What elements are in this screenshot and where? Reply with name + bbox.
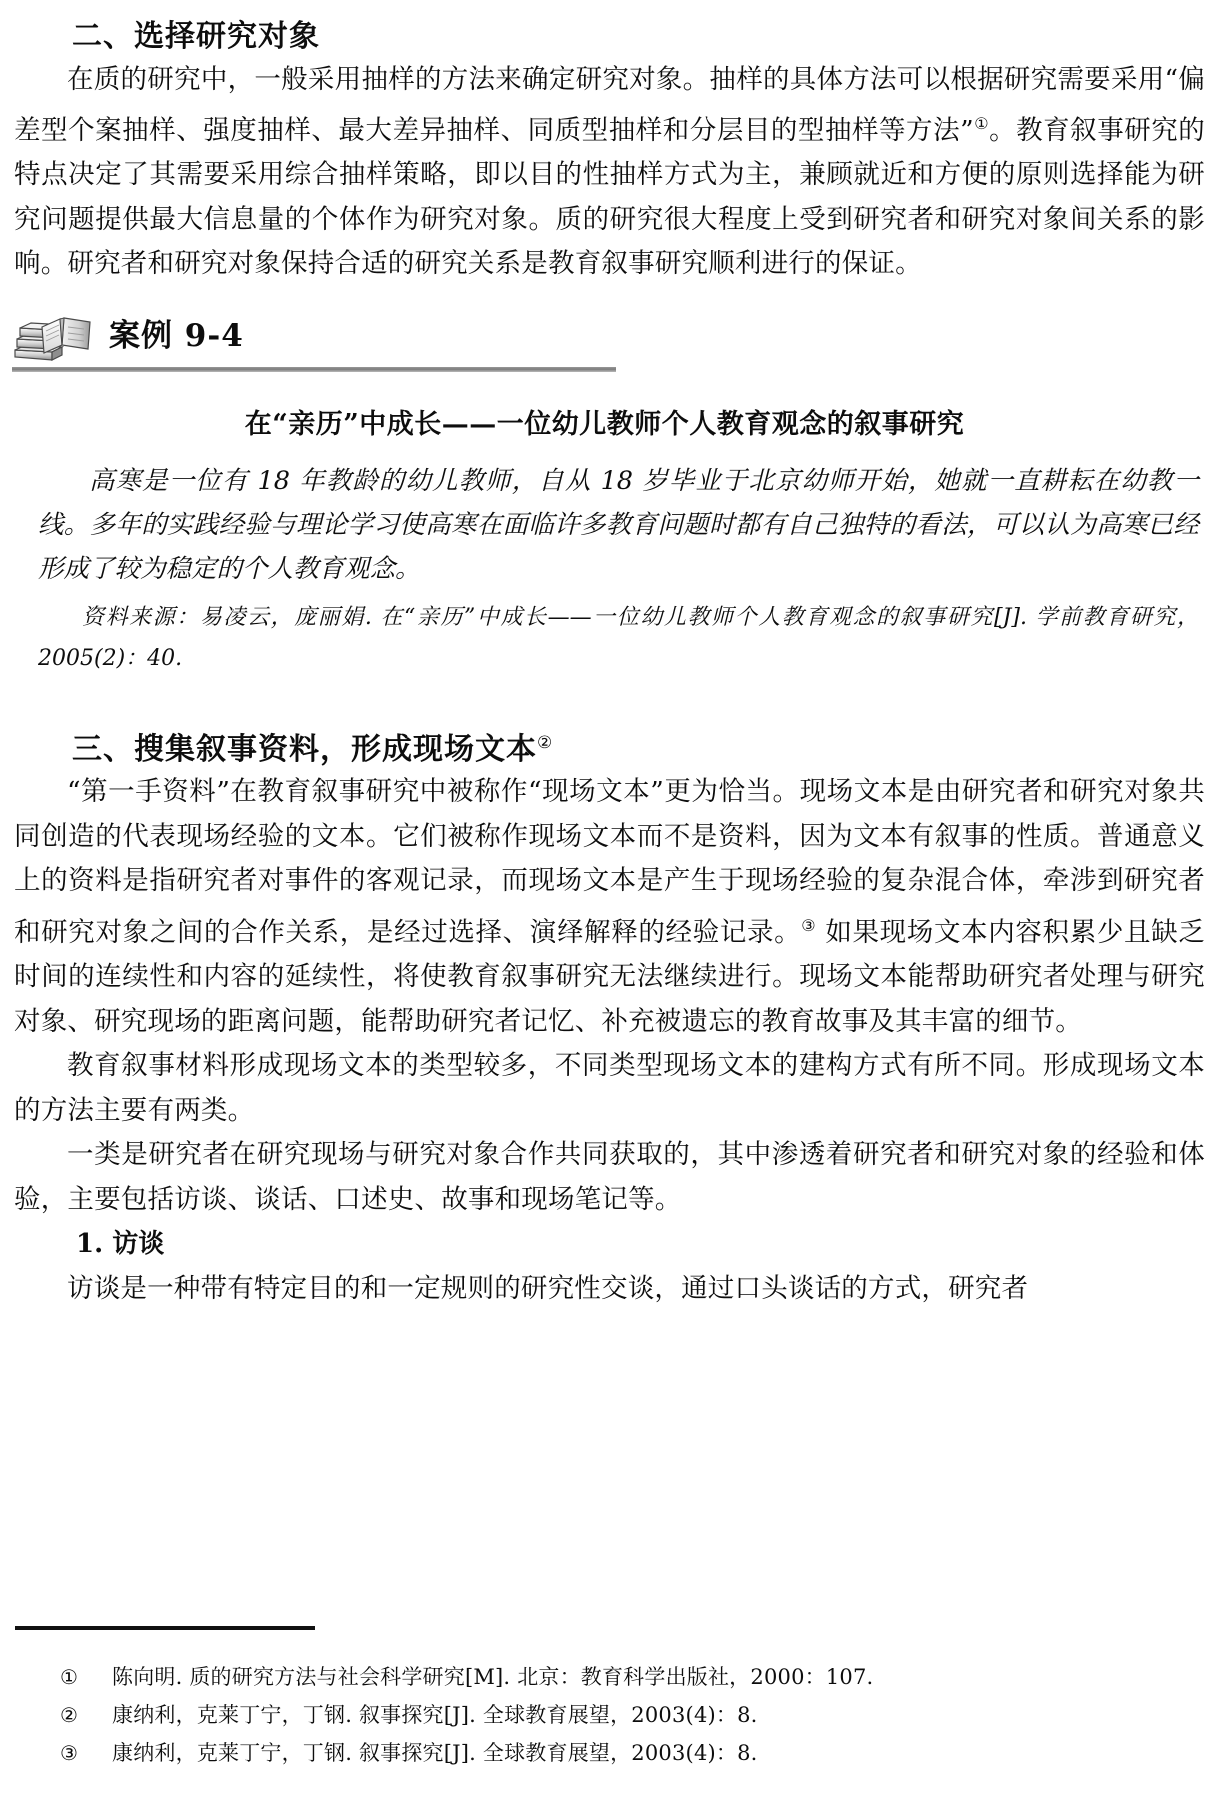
sub-heading-interview: 1. 访谈	[76, 1229, 165, 1260]
section-three-paragraph-3: 一类是研究者在研究现场与研究对象合作共同获取的，其中渗透着研究者和研究对象的经验和体验，主要包括访谈、谈话、口述史、故事和现场笔记等。	[14, 1139, 1205, 1215]
section-two-paragraph-part-2: 。教育叙事研究的特点决定了其需要采用综合抽样策略，即以目的性抽样方式为主，兼顾就近和方便的原则选择能为研究问题提供最大信息量的个体作为研究对象。质的研究很大程度上受到研究者和研究对象间关系的影响。研究者和研究对象保持合适的研究关系是教育叙事研究顺利进行的保证。	[14, 114, 1206, 280]
section-two-paragraph-part-1: 在质的研究中，一般采用抽样的方法来确定研究对象。抽样的具体方法可以根据研究需要采用“偏差型个案抽样、强度抽样、最大差异抽样、同质型抽样和分层目的型抽样等方法”	[14, 63, 1205, 146]
footnote-area	[12, 1626, 1207, 1772]
footnote-separator-rule	[15, 1626, 315, 1630]
footnote-ref-2[interactable]: ②	[537, 732, 554, 753]
section-two-body	[12, 58, 1207, 287]
case-header	[12, 309, 616, 365]
section-three-body	[12, 770, 1207, 1311]
section-three-paragraph-4: 访谈是一种带有特定目的和一定规则的研究性交谈，通过口头谈话的方式，研究者	[67, 1272, 1029, 1304]
footnote-marker: ③	[60, 1741, 78, 1765]
footnote-item	[12, 1658, 1207, 1696]
case-label: 案例 9-4	[109, 317, 244, 354]
stack-of-books-icon	[12, 305, 104, 361]
case-body-text: 高寒是一位有 18 年教龄的幼儿教师，自从 18 岁毕业于北京幼师开始，她就一直耕耘在幼教一线。多年的实践经验与理论学习使高寒在面临许多教育问题时都有自己独特的看法，可以认为高寒已经形成了较为稳定的个人教育观念。	[38, 465, 1199, 584]
section-three-paragraph-1	[14, 770, 1205, 1044]
case-source-citation: 资料来源：易凌云，庞丽娟. 在“亲历”中成长——一位幼儿教师个人教育观念的叙事研究[J]. 学前教育研究，2005(2)：40.	[38, 604, 1199, 671]
footnote-marker: ①	[60, 1665, 78, 1689]
footnote-text: 康纳利，克莱丁宁，丁钢. 叙事探究[J]. 全球教育展望，2003(4)：8.	[112, 1703, 758, 1727]
section-heading-three-text: 三、搜集叙事资料，形成现场文本	[72, 731, 537, 767]
section-heading-three	[12, 713, 1207, 771]
footnote-text: 康纳利，克莱丁宁，丁钢. 叙事探究[J]. 全球教育展望，2003(4)：8.	[112, 1741, 758, 1765]
footnote-marker: ②	[60, 1703, 78, 1727]
footnote-item	[12, 1696, 1207, 1734]
case-title: 在“亲历”中成长——一位幼儿教师个人教育观念的叙事研究	[244, 408, 965, 440]
section-heading-two: 二、选择研究对象	[72, 19, 320, 54]
section-three-paragraph-2: 教育叙事材料形成现场文本的类型较多，不同类型现场文本的建构方式有所不同。形成现场文本的方法主要有两类。	[14, 1050, 1205, 1126]
case-study-block	[12, 309, 1207, 679]
footnote-ref-1[interactable]: ①	[973, 114, 990, 133]
case-divider-rule	[12, 367, 616, 372]
footnote-item	[12, 1734, 1207, 1772]
spacer	[12, 679, 1207, 713]
section-three-paragraph-1-part-1: “第一手资料”在教育叙事研究中被称作“现场文本”更为恰当。现场文本是由研究者和研究对象共同创造的代表现场经验的文本。它们被称作现场文本而不是资料，因为文本有叙事的性质。普通意义上的资料是指研究者对事件的客观记录，而现场文本是产生于现场经验的复杂混合体，牵涉到研究者和研究对象之间的合作关系，是经过选择、演绎解释的经验记录。	[14, 776, 1205, 948]
footnote-ref-3[interactable]: ③	[801, 915, 817, 935]
footnote-text: 陈向明. 质的研究方法与社会科学研究[M]. 北京：教育科学出版社，2000：107.	[112, 1665, 874, 1689]
section-three-paragraph-1-part-2: 如果现场文本内容积累少且缺乏时间的连续性和内容的延续性，将使教育叙事研究无法继续进行。现场文本能帮助研究者处理与研究对象、研究现场的距离问题，能帮助研究者记忆、补充被遗忘的教育故事及其丰富的细节。	[14, 916, 1205, 1037]
section-two-paragraph	[14, 58, 1205, 287]
